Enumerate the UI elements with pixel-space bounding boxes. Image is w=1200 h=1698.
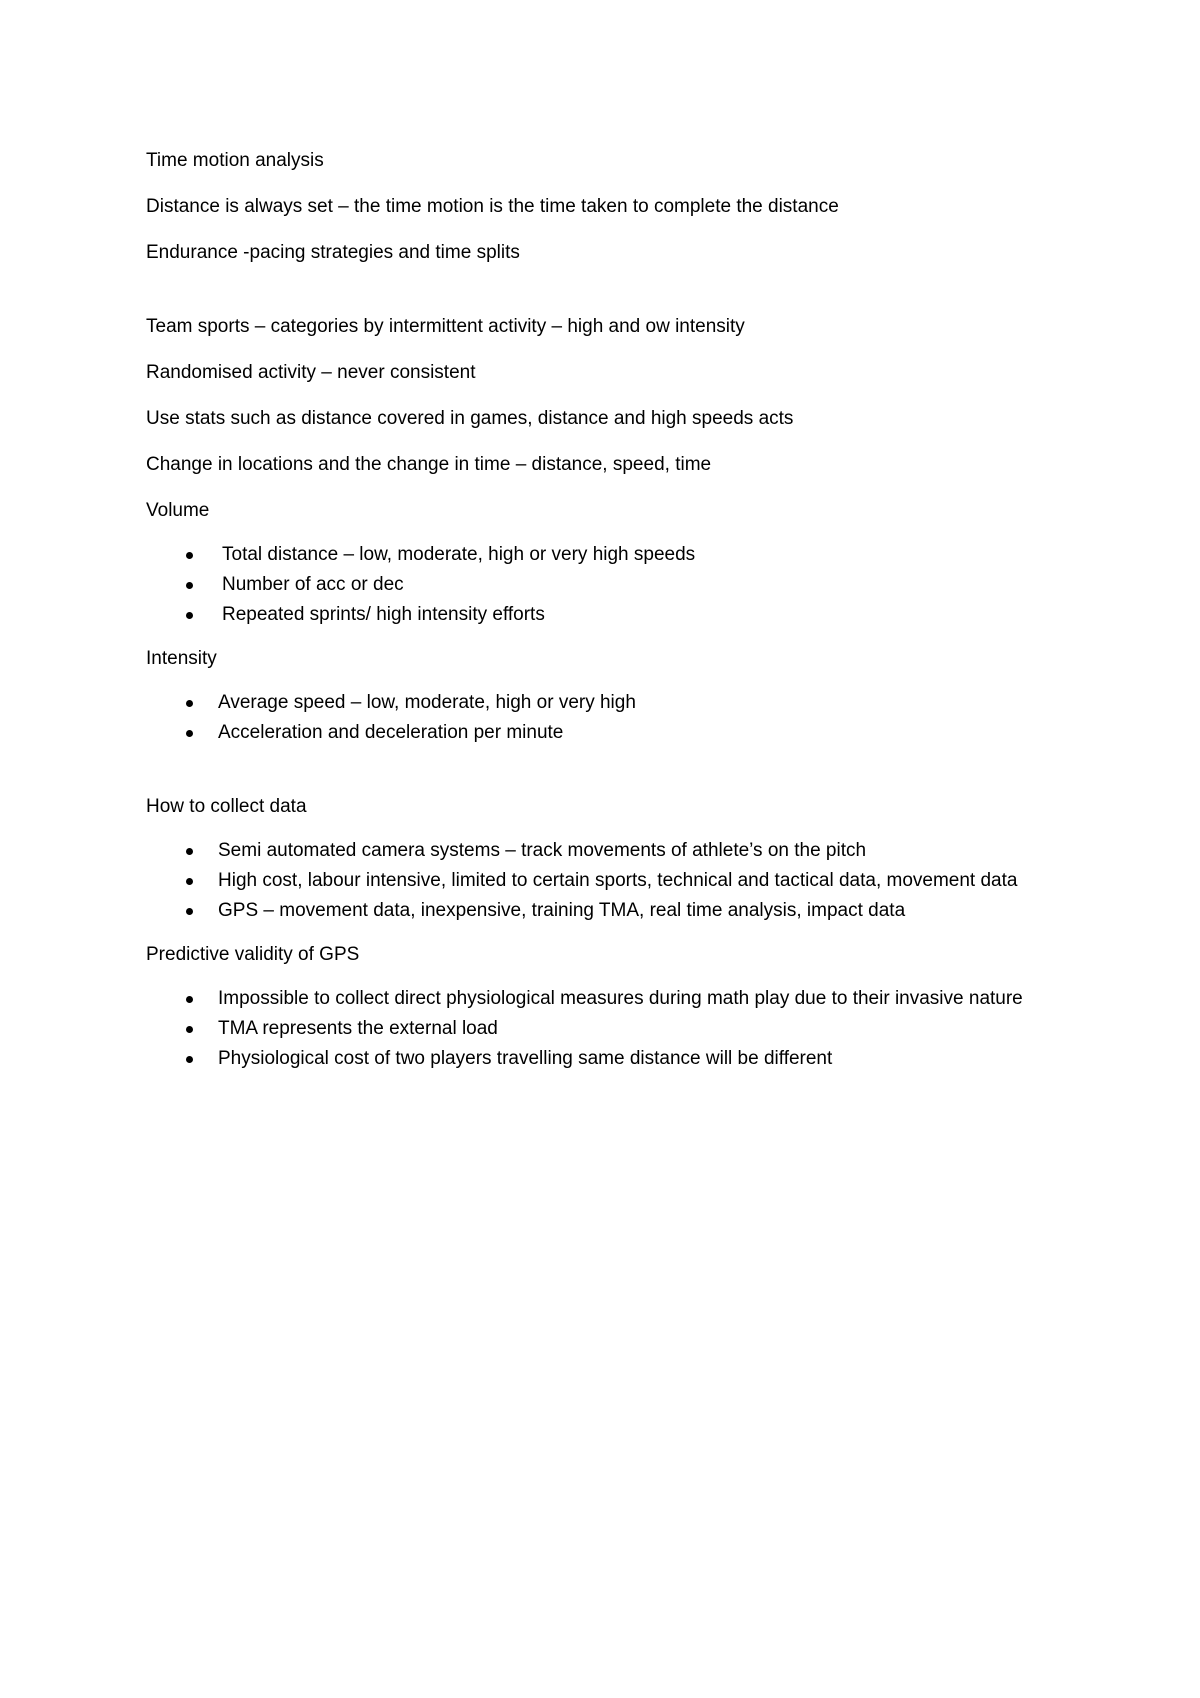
list-item [146,600,1056,630]
volume-list [146,540,1056,630]
list-item-text: Physiological cost of two players travelling same distance will be different [218,1048,833,1069]
predictive-list [146,984,1056,1074]
paragraph-change-locations: Change in locations and the change in time – distance, speed, time [146,454,712,475]
bullet-icon [186,878,193,885]
paragraph-use-stats: Use stats such as distance covered in games, distance and high speeds acts [146,408,794,429]
paragraph-distance: Distance is always set – the time motion is the time taken to complete the distance [146,196,839,217]
bullet-icon [186,996,193,1003]
list-item [146,718,1056,748]
list-item-text: Number of acc or dec [222,574,404,595]
collect-list [146,836,1056,926]
list-item-text: GPS – movement data, inexpensive, training TMA, real time analysis, impact data [218,900,906,921]
list-item [146,984,1056,1014]
list-item [146,1044,1056,1074]
list-item [146,540,1056,570]
list-item-text: Acceleration and deceleration per minute [218,722,564,743]
bullet-icon [186,552,193,559]
list-item [146,896,1056,926]
list-item [146,570,1056,600]
heading-volume: Volume [146,500,210,521]
list-item [146,836,1056,866]
bullet-icon [186,848,193,855]
list-item-text: TMA represents the external load [218,1018,498,1039]
list-item-text: Average speed – low, moderate, high or very high [218,692,636,713]
intensity-list [146,688,1056,748]
list-item-text: Semi automated camera systems – track movements of athlete’s on the pitch [218,840,867,861]
bullet-icon [186,1026,193,1033]
paragraph-randomised: Randomised activity – never consistent [146,362,476,383]
document-title: Time motion analysis [146,150,324,171]
list-item-text: High cost, labour intensive, limited to certain sports, technical and tactical data, movement data [218,870,1018,891]
list-item-text: Total distance – low, moderate, high or very high speeds [222,544,696,565]
bullet-icon [186,582,193,589]
heading-how-to-collect: How to collect data [146,796,307,817]
bullet-icon [186,730,193,737]
list-item [146,866,1056,896]
bullet-icon [186,700,193,707]
list-item [146,1014,1056,1044]
bullet-icon [186,612,193,619]
paragraph-endurance: Endurance -pacing strategies and time splits [146,242,520,263]
list-item [146,688,1056,718]
list-item-text: Repeated sprints/ high intensity efforts [222,604,545,625]
bullet-icon [186,1056,193,1063]
list-item-text: Impossible to collect direct physiological measures during math play due to their invasive nature [218,988,1023,1009]
paragraph-team-sports: Team sports – categories by intermittent activity – high and ow intensity [146,316,745,337]
heading-predictive-validity: Predictive validity of GPS [146,944,360,965]
heading-intensity: Intensity [146,648,217,669]
document-body [146,146,1056,1088]
bullet-icon [186,908,193,915]
